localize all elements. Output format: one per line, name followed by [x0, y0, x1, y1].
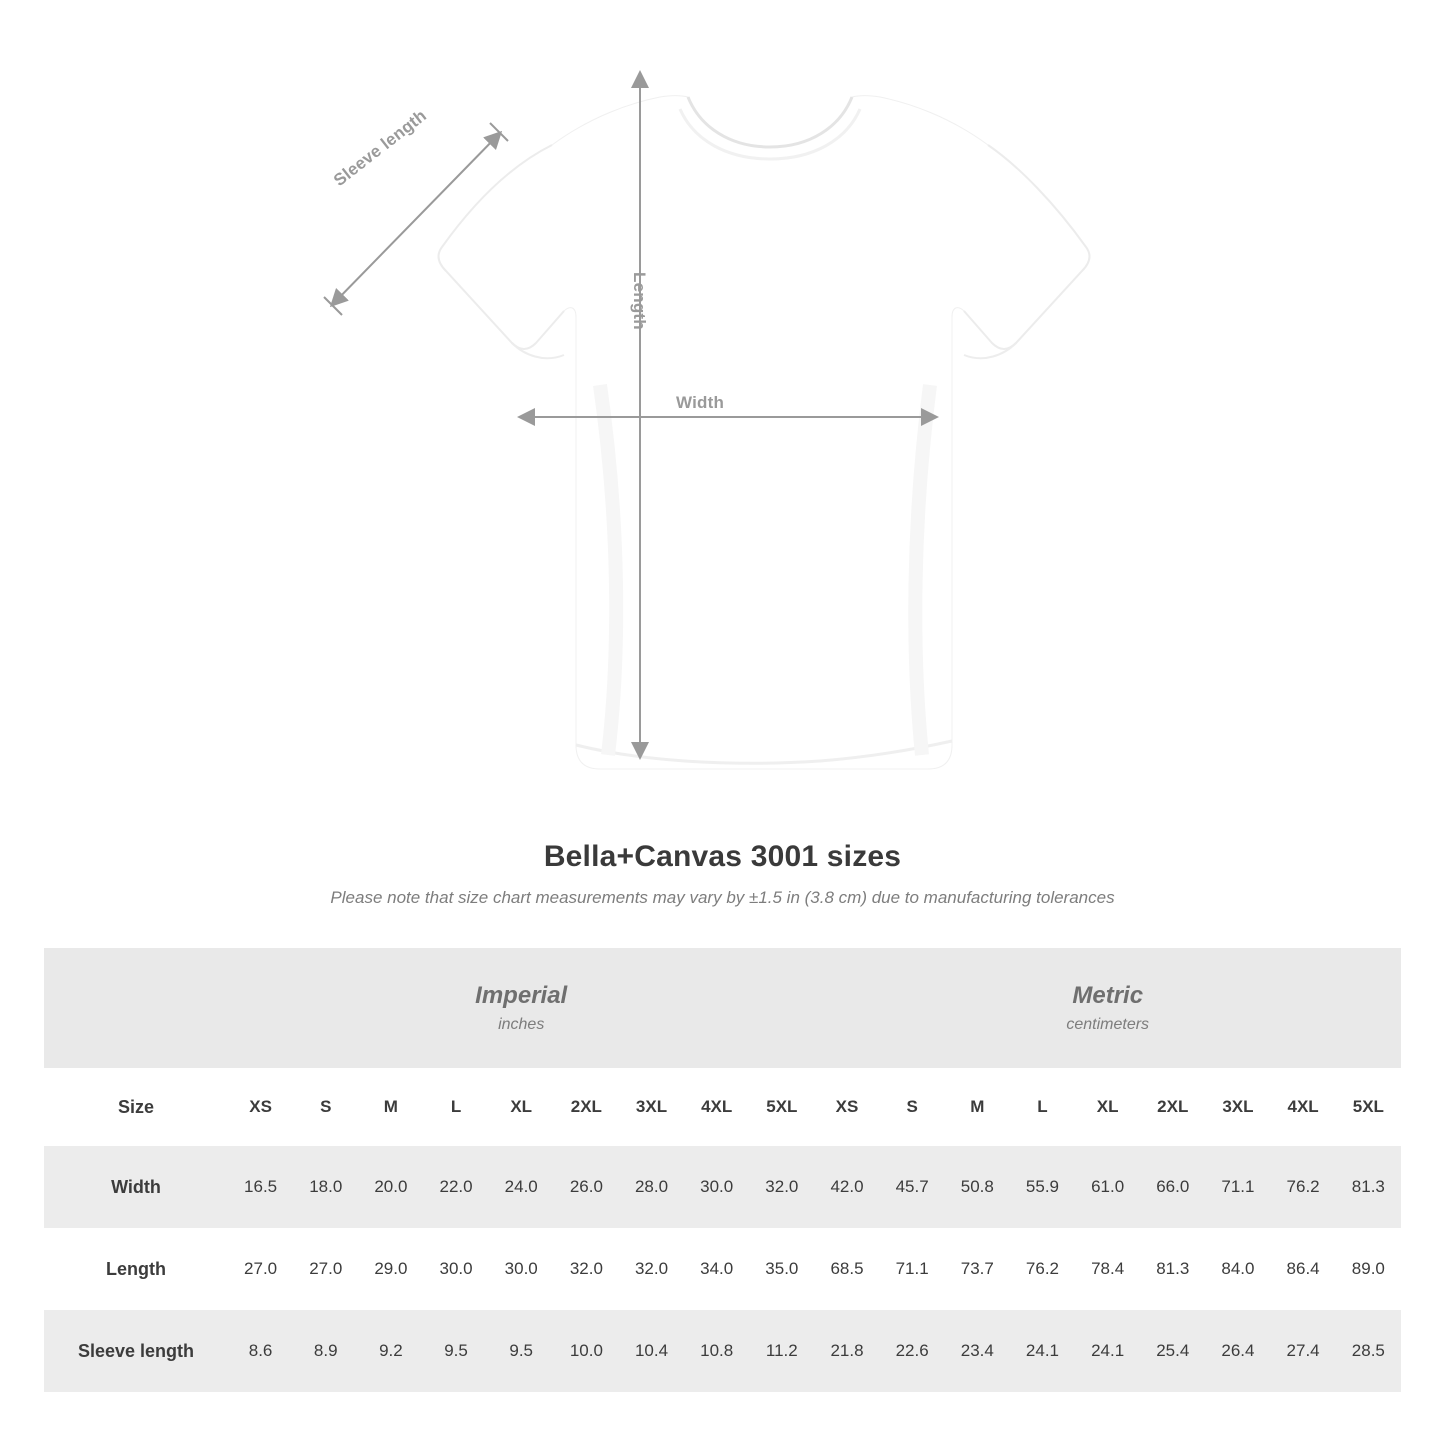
- cell-length-imperial-4xl: 34.0: [684, 1228, 749, 1310]
- cell-length-metric-m: 73.7: [945, 1228, 1010, 1310]
- cell-width-imperial-s: 18.0: [293, 1146, 358, 1228]
- row-label-width: Width: [44, 1146, 228, 1228]
- header-metric-4xl: 4XL: [1271, 1068, 1336, 1146]
- header-imperial-xl: XL: [489, 1068, 554, 1146]
- header-imperial-4xl: 4XL: [684, 1068, 749, 1146]
- cell-length-metric-xs: 68.5: [814, 1228, 879, 1310]
- table-row: [44, 1310, 1401, 1392]
- row-label-sleeve-length: Sleeve length: [44, 1310, 228, 1392]
- header-imperial-3xl: 3XL: [619, 1068, 684, 1146]
- cell-width-imperial-m: 20.0: [358, 1146, 423, 1228]
- cell-sleeve-metric-s: 22.6: [880, 1310, 945, 1392]
- cell-width-imperial-2xl: 26.0: [554, 1146, 619, 1228]
- cell-width-imperial-5xl: 32.0: [749, 1146, 814, 1228]
- unit-band-imperial: [228, 948, 814, 1068]
- cell-length-metric-2xl: 81.3: [1140, 1228, 1205, 1310]
- header-metric-3xl: 3XL: [1205, 1068, 1270, 1146]
- cell-length-imperial-s: 27.0: [293, 1228, 358, 1310]
- table-header-row: [44, 1068, 1401, 1146]
- tshirt-svg: [300, 55, 1100, 785]
- cell-length-metric-xl: 78.4: [1075, 1228, 1140, 1310]
- cell-sleeve-metric-5xl: 28.5: [1336, 1310, 1401, 1392]
- imperial-unit-label: inches: [498, 1016, 545, 1034]
- header-size: Size: [44, 1068, 228, 1146]
- cell-width-metric-5xl: 81.3: [1336, 1146, 1401, 1228]
- cell-length-metric-l: 76.2: [1010, 1228, 1075, 1310]
- unit-band-row: [44, 948, 1401, 1068]
- unit-band-metric: [814, 948, 1401, 1068]
- cell-length-imperial-xs: 27.0: [228, 1228, 293, 1310]
- cell-length-metric-4xl: 86.4: [1271, 1228, 1336, 1310]
- cell-width-metric-l: 55.9: [1010, 1146, 1075, 1228]
- header-imperial-2xl: 2XL: [554, 1068, 619, 1146]
- cell-sleeve-metric-4xl: 27.4: [1271, 1310, 1336, 1392]
- header-imperial-m: M: [358, 1068, 423, 1146]
- cell-sleeve-metric-3xl: 26.4: [1205, 1310, 1270, 1392]
- cell-length-metric-s: 71.1: [880, 1228, 945, 1310]
- cell-sleeve-metric-2xl: 25.4: [1140, 1310, 1205, 1392]
- header-imperial-l: L: [423, 1068, 488, 1146]
- imperial-system-label: Imperial: [475, 981, 568, 1009]
- cell-length-imperial-m: 29.0: [358, 1228, 423, 1310]
- header-imperial-xs: XS: [228, 1068, 293, 1146]
- cell-sleeve-imperial-xl: 9.5: [489, 1310, 554, 1392]
- header-imperial-5xl: 5XL: [749, 1068, 814, 1146]
- table-row: [44, 1228, 1401, 1310]
- header-imperial-s: S: [293, 1068, 358, 1146]
- cell-sleeve-metric-m: 23.4: [945, 1310, 1010, 1392]
- cell-width-metric-4xl: 76.2: [1271, 1146, 1336, 1228]
- header-metric-s: S: [880, 1068, 945, 1146]
- cell-length-imperial-2xl: 32.0: [554, 1228, 619, 1310]
- cell-sleeve-imperial-l: 9.5: [423, 1310, 488, 1392]
- cell-length-imperial-5xl: 35.0: [749, 1228, 814, 1310]
- header-metric-5xl: 5XL: [1336, 1068, 1401, 1146]
- cell-length-metric-3xl: 84.0: [1205, 1228, 1270, 1310]
- page-title: Bella+Canvas 3001 sizes: [543, 840, 902, 873]
- tolerance-note: Please note that size chart measurements may vary by ±1.5 in (3.8 cm) due to manufacturing tolerances: [330, 888, 1115, 907]
- cell-sleeve-metric-xs: 21.8: [814, 1310, 879, 1392]
- cell-sleeve-imperial-m: 9.2: [358, 1310, 423, 1392]
- tshirt-graphic: [300, 55, 1100, 785]
- shirt-body: [439, 96, 1090, 770]
- sleeve-length-label: Sleeve length: [330, 105, 431, 190]
- header-metric-m: M: [945, 1068, 1010, 1146]
- cell-length-metric-5xl: 89.0: [1336, 1228, 1401, 1310]
- size-table: [44, 948, 1401, 1392]
- cell-sleeve-imperial-xs: 8.6: [228, 1310, 293, 1392]
- header-metric-xl: XL: [1075, 1068, 1140, 1146]
- header-metric-2xl: 2XL: [1140, 1068, 1205, 1146]
- cell-sleeve-imperial-2xl: 10.0: [554, 1310, 619, 1392]
- cell-width-metric-xl: 61.0: [1075, 1146, 1140, 1228]
- cell-width-imperial-l: 22.0: [423, 1146, 488, 1228]
- metric-unit-label: centimeters: [1066, 1016, 1150, 1034]
- cell-width-metric-xs: 42.0: [814, 1146, 879, 1228]
- cell-width-imperial-4xl: 30.0: [684, 1146, 749, 1228]
- width-label: Width: [676, 393, 725, 412]
- cell-sleeve-imperial-4xl: 10.8: [684, 1310, 749, 1392]
- cell-length-imperial-xl: 30.0: [489, 1228, 554, 1310]
- cell-width-imperial-xl: 24.0: [489, 1146, 554, 1228]
- cell-sleeve-imperial-3xl: 10.4: [619, 1310, 684, 1392]
- cell-length-imperial-l: 30.0: [423, 1228, 488, 1310]
- cell-length-imperial-3xl: 32.0: [619, 1228, 684, 1310]
- size-table-wrapper: [44, 948, 1401, 1392]
- cell-width-imperial-xs: 16.5: [228, 1146, 293, 1228]
- length-label: Length: [630, 272, 649, 330]
- cell-width-metric-m: 50.8: [945, 1146, 1010, 1228]
- cell-sleeve-imperial-s: 8.9: [293, 1310, 358, 1392]
- cell-width-imperial-3xl: 28.0: [619, 1146, 684, 1228]
- cell-width-metric-2xl: 66.0: [1140, 1146, 1205, 1228]
- unit-band-spacer: [44, 948, 228, 1068]
- cell-width-metric-3xl: 71.1: [1205, 1146, 1270, 1228]
- metric-system-label: Metric: [1072, 981, 1144, 1009]
- cell-sleeve-imperial-5xl: 11.2: [749, 1310, 814, 1392]
- header-metric-l: L: [1010, 1068, 1075, 1146]
- cell-sleeve-metric-xl: 24.1: [1075, 1310, 1140, 1392]
- cell-width-metric-s: 45.7: [880, 1146, 945, 1228]
- cell-sleeve-metric-l: 24.1: [1010, 1310, 1075, 1392]
- row-label-length: Length: [44, 1228, 228, 1310]
- title-block: [0, 840, 1445, 908]
- table-row: [44, 1146, 1401, 1228]
- header-metric-xs: XS: [814, 1068, 879, 1146]
